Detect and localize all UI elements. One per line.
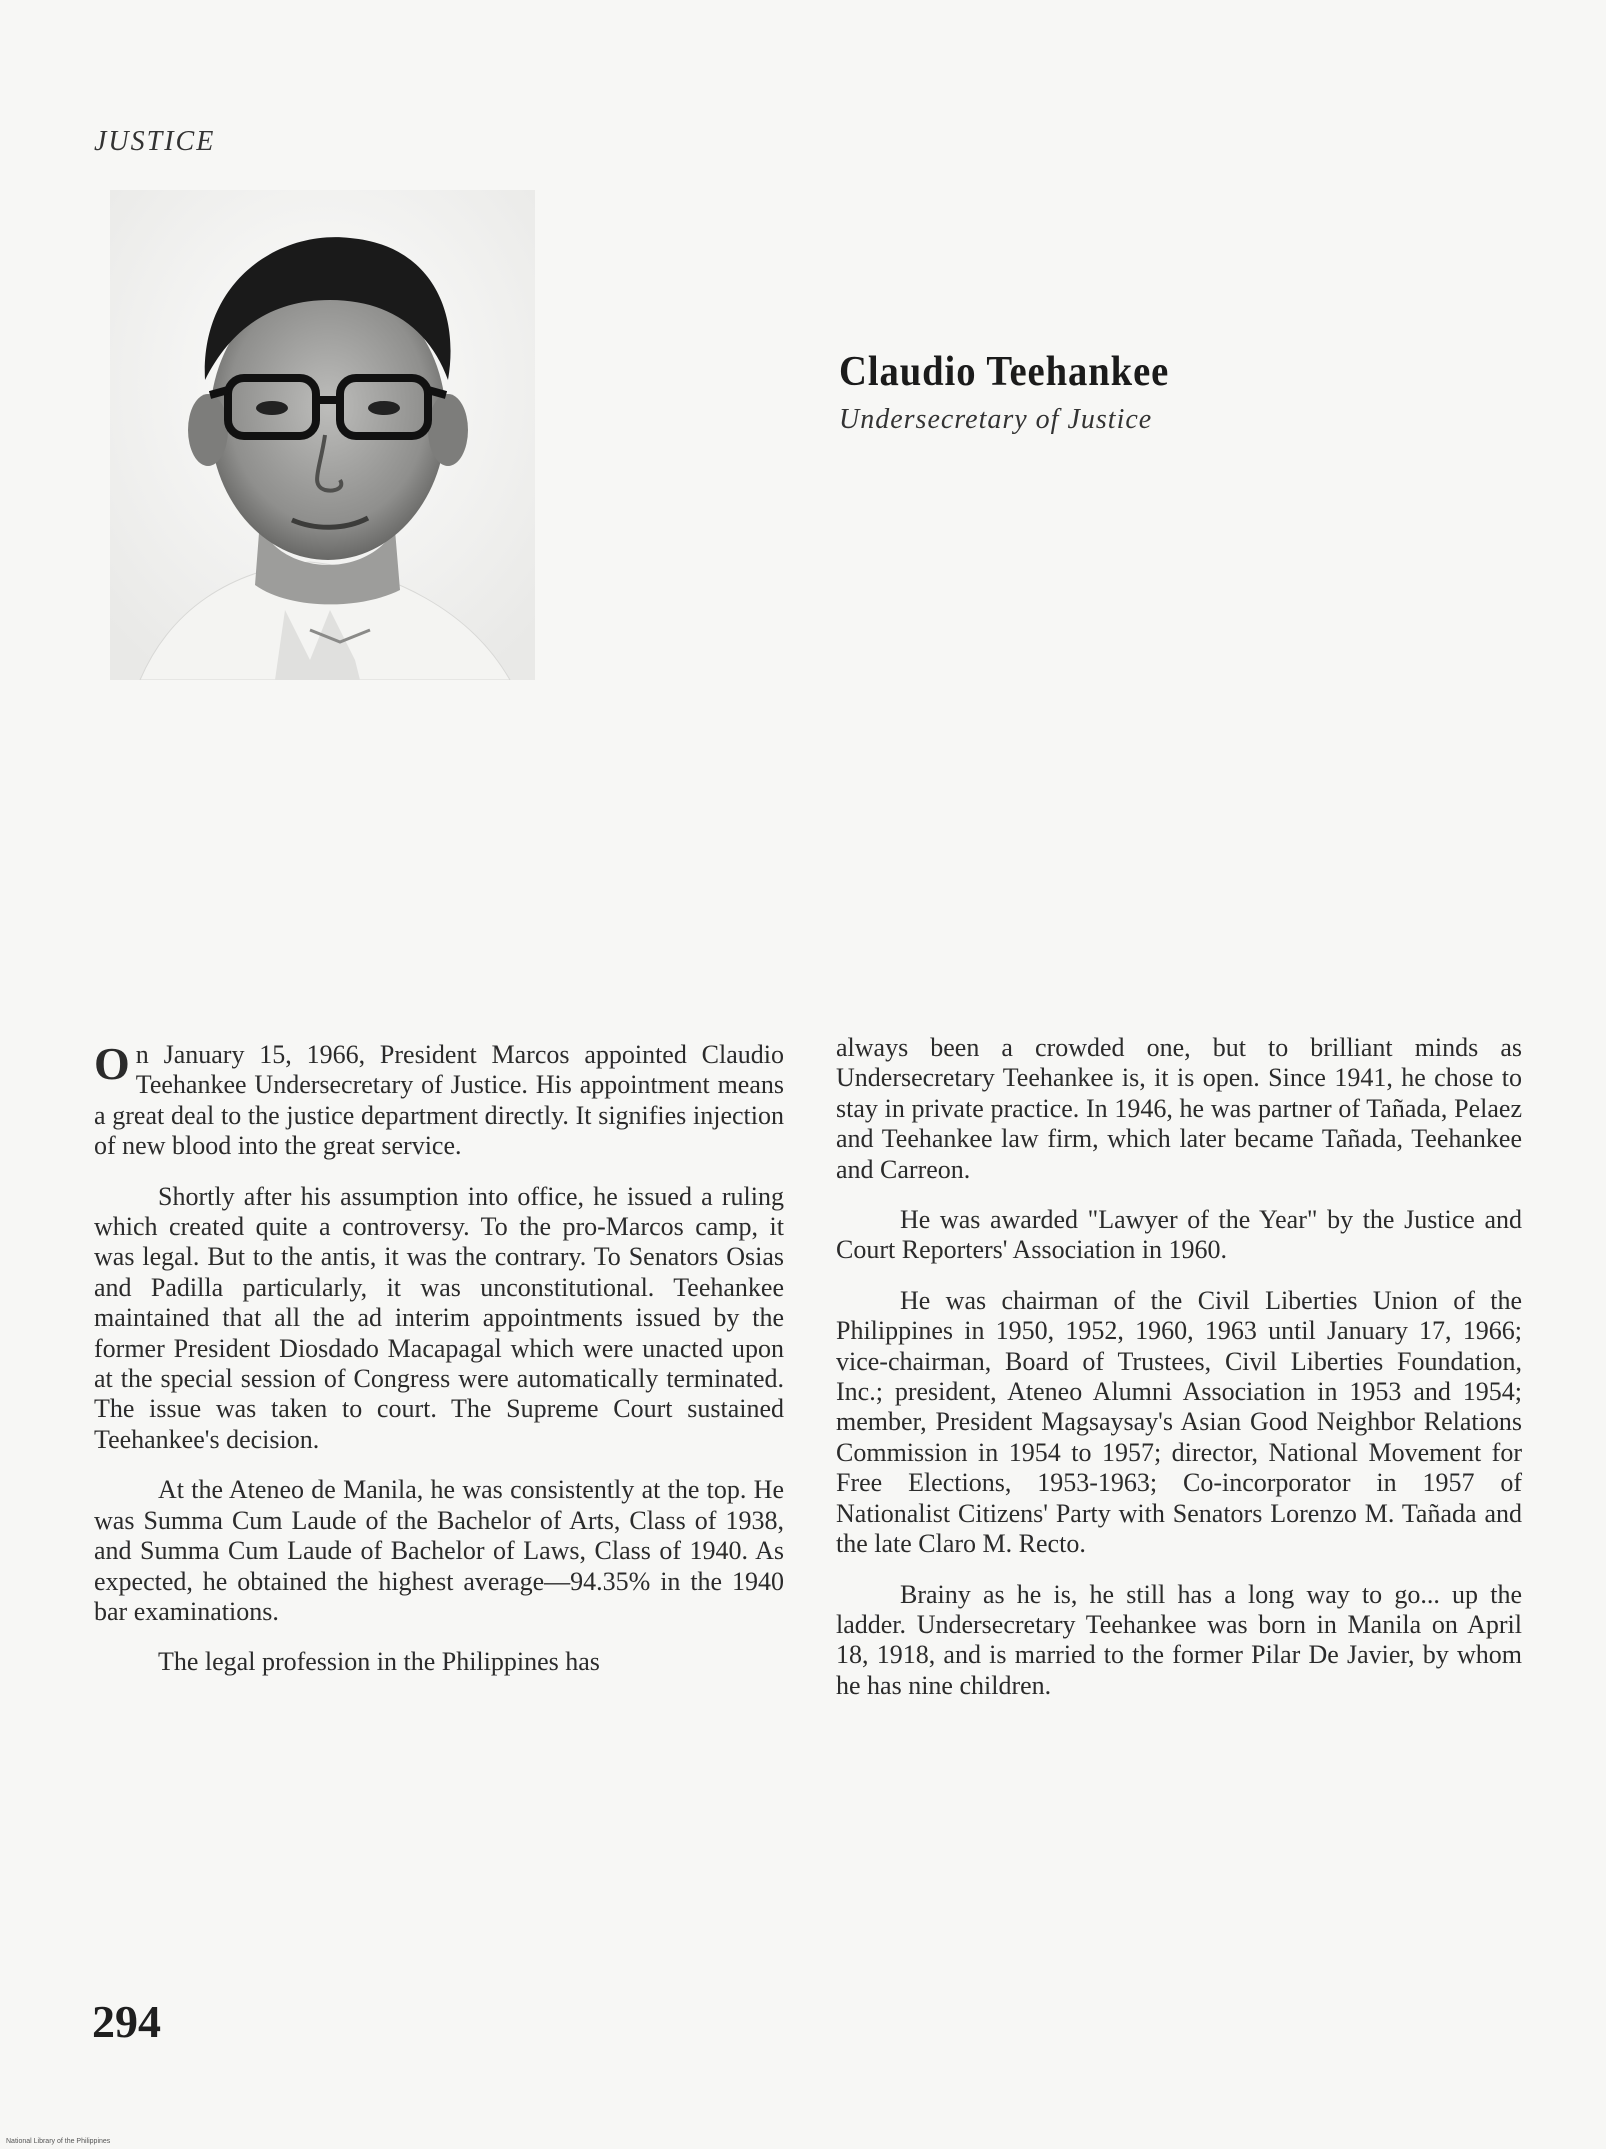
article-column-left [94,1040,784,1698]
drop-cap: O [94,1038,130,1089]
profile-header [839,348,1198,436]
article-paragraph: Shortly after his assumption into office, he issued a ruling which created quite a controversy. To the pro-Marcos camp, it was legal. But to the antis, it was the contrary. To Senators Osias and Padilla particularly, it was unconstitutional. Teehankee maintained that all the ad interim appointments issued by the former President Diosdado Macapagal which were unacted upon at the special session of Congress were automatically terminated. The issue was taken to court. The Supreme Court sustained Teehankee's decision. [94,1181,784,1454]
profile-title: Undersecretary of Justice [839,404,1153,435]
article-column-right [836,1033,1522,1721]
portrait-photo [110,190,535,680]
portrait-image [110,190,535,680]
page-number: 294 [92,1996,161,2047]
section-label: JUSTICE [94,126,216,157]
profile-name: Claudio Teehankee [839,349,1170,395]
article-paragraph: Brainy as he is, he still has a long way to go... up the ladder. Undersecretary Teehankee was born in Manila on April 18, 1918, and is married to the former Pilar De Javier, by whom he has nine children. [836,1579,1522,1700]
article-paragraph: always been a crowded one, but to brilliant minds as Undersecretary Teehankee is, it is open. Since 1941, he chose to stay in private practice. In 1946, he was partner of Tañada, Pelaez and Teehankee law firm, which later became Tañada, Teehankee and Carreon. [836,1033,1522,1184]
article-paragraph: He was chairman of the Civil Liberties Union of the Philippines in 1950, 1952, 1960, 1963 until January 17, 1966; vice-chairman, Board of Trustees, Civil Liberties Foundation, Inc.; president, Ateneo Alumni Association in 1953 and 1954; member, President Magsaysay's Asian Good Neighbor Relations Commission in 1954 to 1957; director, National Movement for Free Elections, 1953-1963; Co-incorporator in 1957 of Nationalist Citizens' Party with Senators Lorenzo M. Tañada and the late Claro M. Recto. [836,1285,1522,1559]
article-paragraph: At the Ateneo de Manila, he was consistently at the top. He was Summa Cum Laude of the Bachelor of Arts, Class of 1938, and Summa Cum Laude of Bachelor of Laws, Class of 1940. As expected, he obtained the highest average—94.35% in the 1940 bar examinations. [94,1475,784,1626]
article-paragraph: He was awarded "Lawyer of the Year" by the Justice and Court Reporters' Association in 1960. [836,1205,1522,1265]
article-paragraph: The legal profession in the Philippines has [158,1647,600,1677]
article-paragraph: n January 15, 1966, President Marcos appointed Claudio Teehankee Undersecretary of Justice. His appointment means a great deal to the justice department directly. It signifies injection of new blood into the great service. [94,1040,784,1161]
footer-credit: National Library of the Philippines [6,2138,111,2145]
